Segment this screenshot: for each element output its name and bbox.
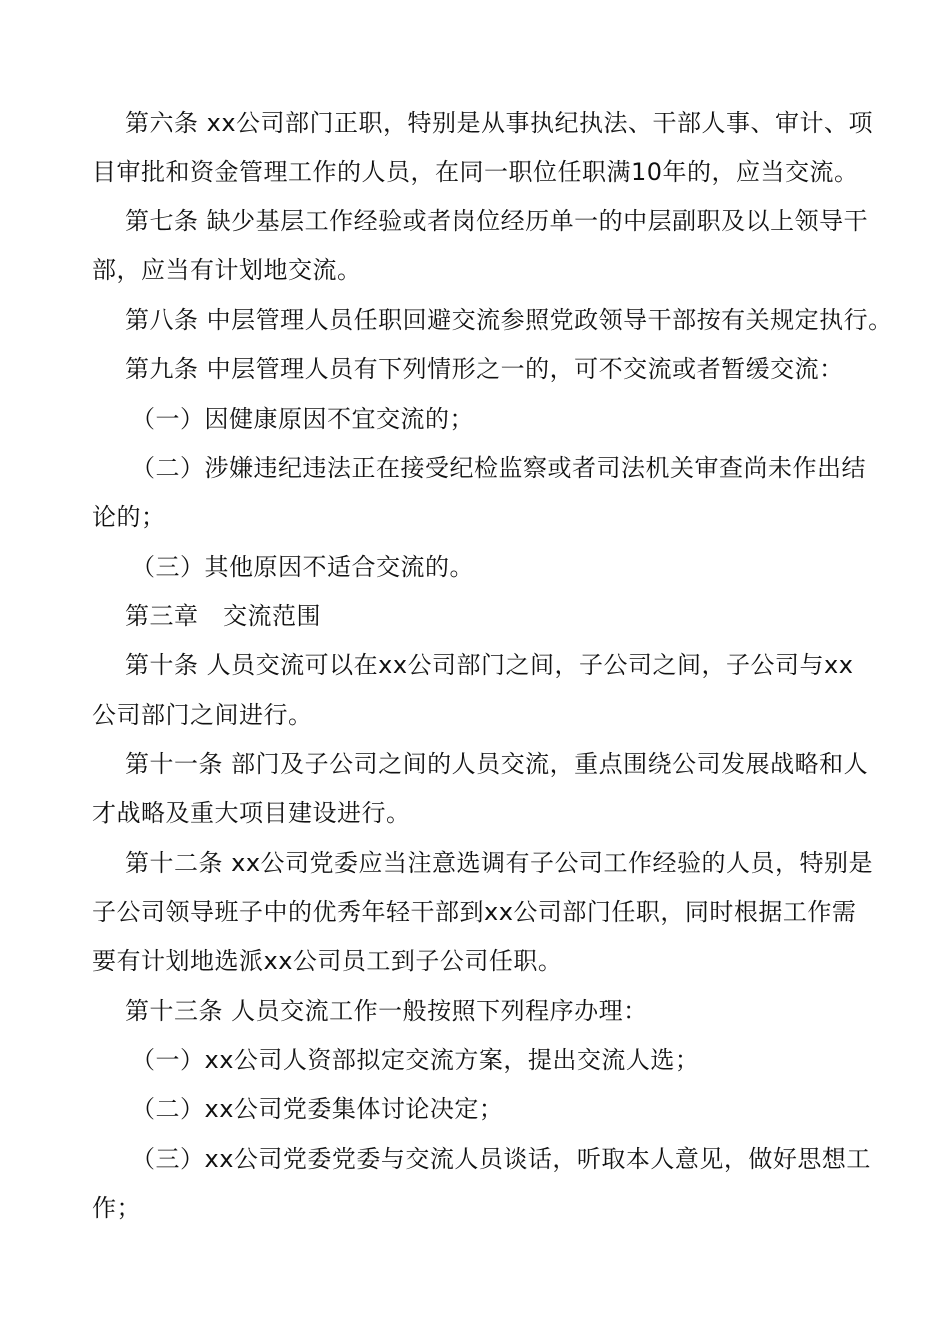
article-9-item-1: （一）因健康原因不宜交流的； <box>131 405 474 433</box>
article-6-line-2: 目审批和资金管理工作的人员，在同一职位任职满10年的，应当交流。 <box>92 158 859 186</box>
article-13-item-1: （一）xx公司人资部拟定交流方案，提出交流人选； <box>131 1046 700 1074</box>
article-8-line: 第八条 中层管理人员任职回避交流参照党政领导干部按有关规定执行。 <box>125 306 893 334</box>
article-12-line-2: 子公司领导班子中的优秀年轻干部到xx公司部门任职，同时根据工作需 <box>92 898 857 926</box>
article-10-line-1: 第十条 人员交流可以在xx公司部门之间，子公司之间，子公司与xx <box>125 651 854 679</box>
article-9-item-2-line-2: 论的； <box>92 503 166 531</box>
article-11-line-2: 才战略及重大项目建设进行。 <box>92 799 411 827</box>
article-10-line-2: 公司部门之间进行。 <box>92 701 313 729</box>
article-13-line: 第十三条 人员交流工作一般按照下列程序办理： <box>125 997 648 1025</box>
article-11-line-1: 第十一条 部门及子公司之间的人员交流，重点围绕公司发展战略和人 <box>125 750 869 778</box>
article-9-item-3: （三）其他原因不适合交流的。 <box>131 553 474 581</box>
article-12-line-3: 要有计划地选派xx公司员工到子公司任职。 <box>92 947 563 975</box>
article-7-line-1: 第七条 缺少基层工作经验或者岗位经历单一的中层副职及以上领导干 <box>125 207 869 235</box>
article-7-line-2: 部，应当有计划地交流。 <box>92 256 362 284</box>
chapter-3-heading: 第三章 交流范围 <box>125 602 321 630</box>
article-12-line-1: 第十二条 xx公司党委应当注意选调有子公司工作经验的人员，特别是 <box>125 849 874 877</box>
article-13-item-2: （二）xx公司党委集体讨论决定； <box>131 1095 504 1123</box>
article-6-line-1: 第六条 xx公司部门正职，特别是从事执纪执法、干部人事、审计、项 <box>125 109 874 137</box>
article-13-item-3-line-1: （三）xx公司党委党委与交流人员谈话，听取本人意见，做好思想工 <box>131 1145 871 1173</box>
article-13-item-3-line-2: 作； <box>92 1194 141 1222</box>
article-9-line: 第九条 中层管理人员有下列情形之一的，可不交流或者暂缓交流： <box>125 355 844 383</box>
article-9-item-2-line-1: （二）涉嫌违纪违法正在接受纪检监察或者司法机关审查尚未作出结 <box>131 454 866 482</box>
